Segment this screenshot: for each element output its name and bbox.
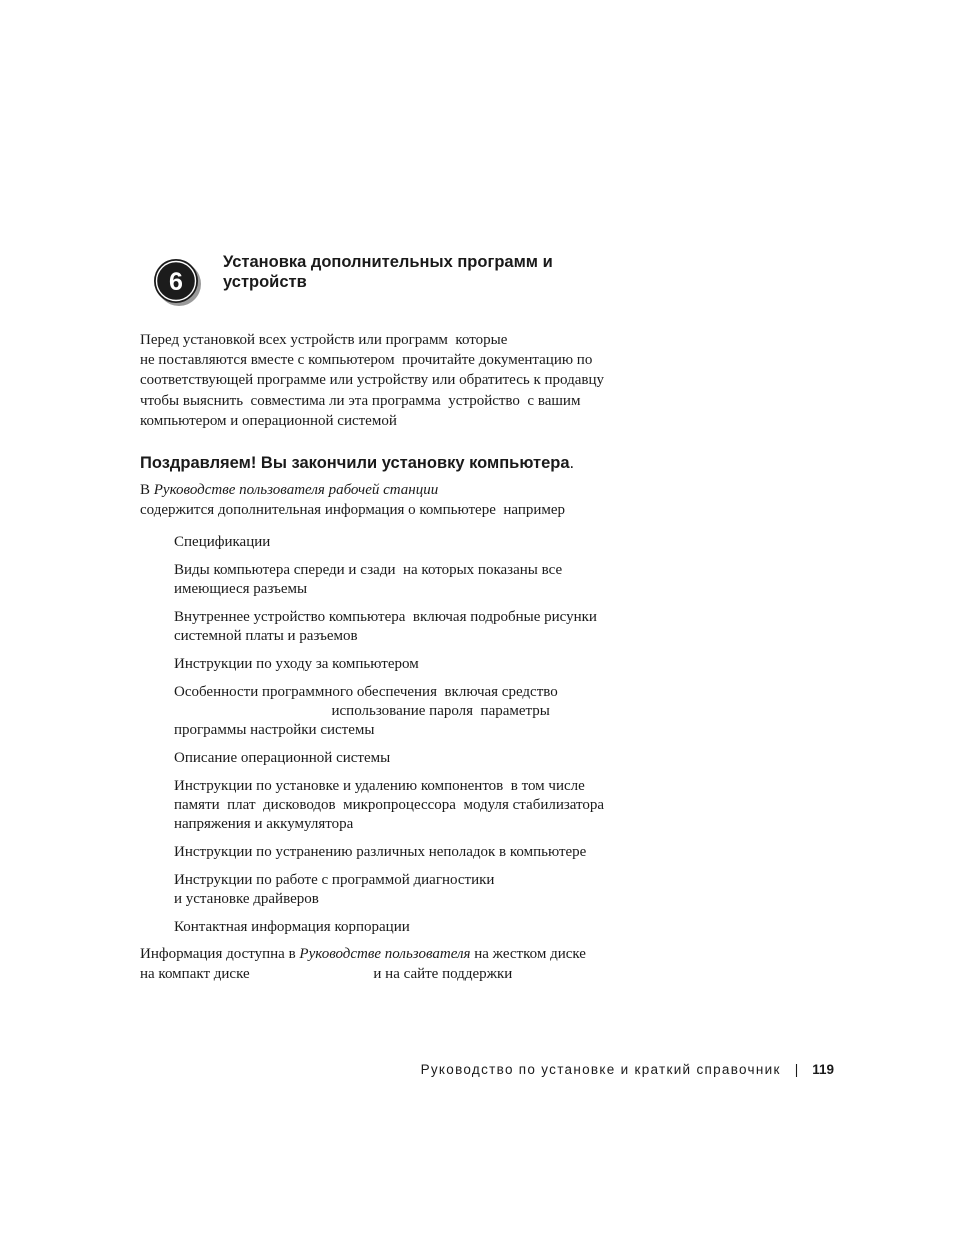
list-item-line: имеющиеся разъемы [174, 581, 308, 597]
info-line: на компакт диске и на сайте поддержки [140, 966, 513, 982]
intro-line: Перед установкой всех устройств или программ которые [140, 332, 508, 348]
page-number: 119 [812, 1062, 834, 1077]
info-prefix: Информация доступна в [140, 946, 300, 962]
intro-line: соответствующей программе или устройству или обратитесь к продавцу [140, 372, 604, 389]
list-item [174, 777, 654, 834]
list-item [174, 871, 654, 909]
info-line [140, 944, 660, 964]
list-item-line: памяти плат дисководов микропроцессора модуля стабилизатора [174, 797, 605, 813]
list-item-line: Особенности программного обеспечения включая средство [174, 684, 558, 700]
list-item-line: Инструкции по уходу за компьютером [174, 656, 419, 672]
footer-title: Руководство по установке и краткий справочник [420, 1062, 781, 1077]
list-item-line: Инструкции по установке и удалению компонентов в том числе [174, 778, 585, 794]
page-footer [380, 1061, 834, 1079]
list-item [174, 608, 654, 646]
congrats-heading-text: Поздравляем! Вы закончили установку компьютера [140, 454, 570, 472]
guide-title: Руководстве пользователя рабочей станции [153, 482, 439, 498]
step-heading-line: Установка дополнительных программ и [223, 253, 553, 271]
step-number-badge [152, 256, 204, 308]
list-item-line: Спецификации [174, 534, 271, 550]
congrats-heading-period: . [569, 454, 575, 472]
list-item [174, 683, 654, 740]
step-heading [223, 252, 623, 292]
intro-line: компьютером и операционной системой [140, 412, 397, 429]
list-item-line: использование пароля параметры [174, 703, 550, 719]
list-item [174, 843, 654, 862]
list-item-line: и установке драйверов [174, 891, 319, 907]
list-item-line: Описание операционной системы [174, 750, 391, 766]
guide-intro-line: содержится дополнительная информация о компьютере например [140, 502, 566, 518]
intro-line: не поставляются вместе с компьютером прочитайте документацию по [140, 352, 593, 369]
guide-intro-line [140, 480, 660, 500]
list-item-line: программы настройки системы [174, 722, 375, 738]
info-availability-paragraph [140, 944, 660, 984]
list-item-line: Инструкции по устранению различных неполадок в компьютере [174, 844, 587, 860]
intro-paragraph [140, 330, 640, 431]
list-item-line: системной платы и разъемов [174, 628, 358, 644]
info-suffix: на жестком диске [470, 946, 586, 962]
list-item-line: Внутреннее устройство компьютера включая подробные рисунки [174, 609, 597, 625]
list-item [174, 533, 654, 552]
congrats-heading [140, 453, 574, 473]
list-item-line: Виды компьютера спереди и сзади на которых показаны все [174, 562, 563, 578]
info-guide-title: Руководстве пользователя [299, 946, 471, 962]
list-item [174, 749, 654, 768]
step-heading-line: устройств [223, 273, 307, 291]
footer-separator: | [794, 1062, 799, 1077]
list-item [174, 561, 654, 599]
list-item-line: Инструкции по работе с программой диагностики [174, 872, 495, 888]
step-number: 6 [169, 268, 183, 296]
list-item [174, 655, 654, 674]
guide-intro-paragraph [140, 480, 660, 520]
list-item-line: напряжения и аккумулятора [174, 816, 354, 832]
intro-line: чтобы выяснить совместима ли эта программа устройство с вашим [140, 392, 581, 409]
features-list [174, 533, 654, 946]
list-item-line: Контактная информация корпорации [174, 919, 410, 935]
list-item [174, 918, 654, 937]
guide-intro-prefix: В [140, 482, 154, 498]
